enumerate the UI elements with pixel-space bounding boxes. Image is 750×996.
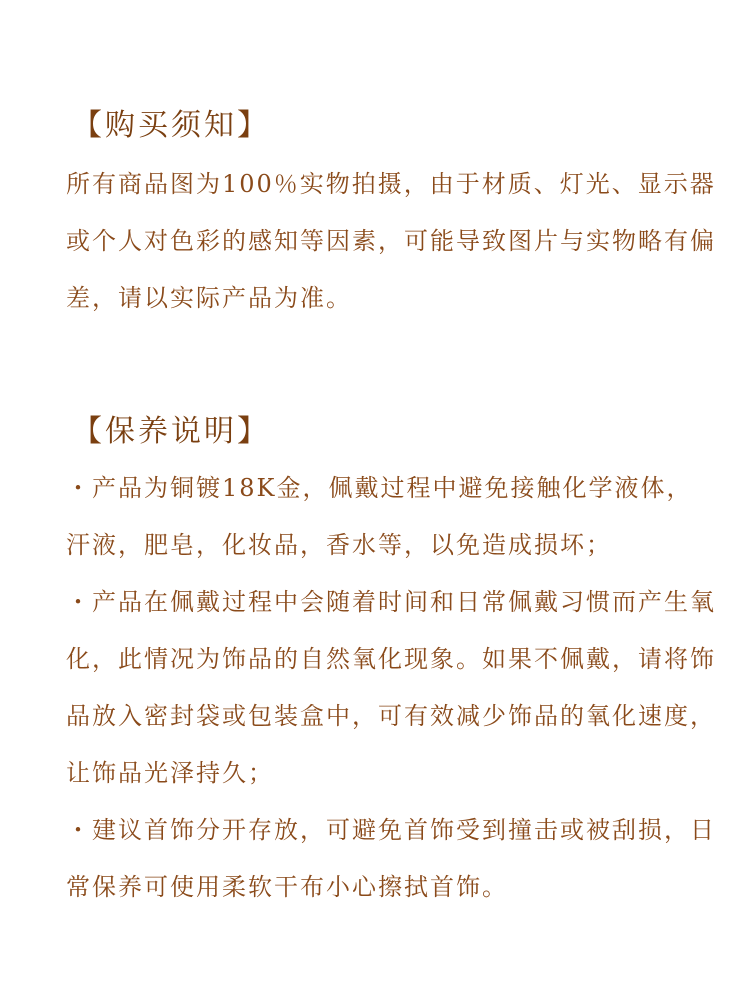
purchase-notice-text — [66, 156, 716, 327]
care-item-storage: ・建议首饰分开存放，可避免首饰受到撞击或被刮损，日常保养可使用柔软干布小心擦拭首饰。 — [66, 816, 716, 901]
purchase-notice-section — [0, 104, 750, 327]
care-instructions-section — [0, 410, 750, 916]
care-item-oxidation: ・产品在佩戴过程中会随着时间和日常佩戴习惯而产生氧化，此情况为饰品的自然氧化现象。如果不佩戴，请将饰品放入密封袋或包装盒中，可有效减少饰品的氧化速度，让饰品光泽持久； — [66, 588, 716, 787]
care-instructions-list — [66, 460, 716, 916]
purchase-notice-paragraph: 所有商品图为100％实物拍摄，由于材质、灯光、显示器或个人对色彩的感知等因素，可能导致图片与实物略有偏差，请以实际产品为准。 — [66, 170, 716, 312]
purchase-notice-heading: 【购买须知】 — [72, 108, 270, 143]
care-instructions-heading: 【保养说明】 — [72, 414, 270, 449]
care-item-plating: ・产品为铜镀18K金，佩戴过程中避免接触化学液体，汗液，肥皂，化妆品，香水等，以免造成损坏； — [66, 474, 693, 559]
